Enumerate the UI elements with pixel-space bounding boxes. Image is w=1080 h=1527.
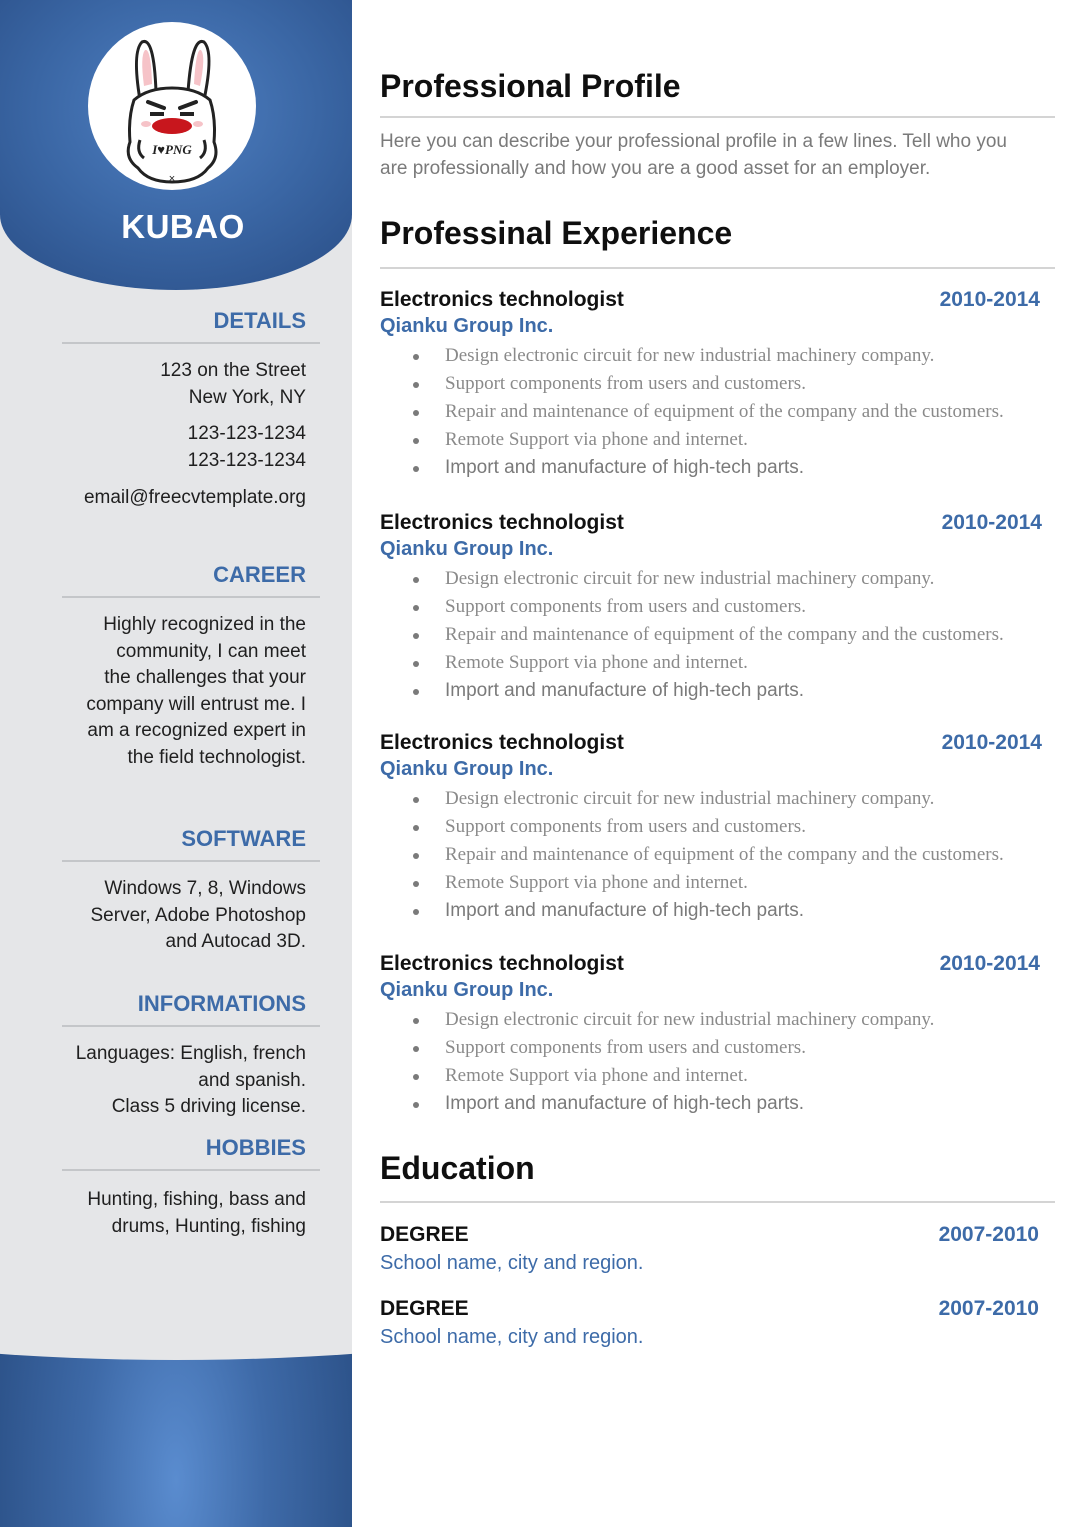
education-years: 2007-2010 — [938, 1297, 1039, 1320]
education-entry — [380, 1221, 1060, 1278]
job-bullets — [380, 785, 1060, 925]
career-divider — [62, 596, 320, 598]
hobbies-divider — [62, 1169, 320, 1171]
job-bullet: Support components from users and customers. — [380, 1034, 1060, 1062]
job-title: Electronics technologist — [380, 952, 624, 975]
hobbies-section — [62, 1135, 320, 1240]
job-bullet: Import and manufacture of high-tech parts. — [380, 1090, 1060, 1118]
person-name: KUBAO — [121, 208, 245, 245]
job-bullet: Import and manufacture of high-tech parts. — [380, 677, 1060, 705]
job-bullet: Import and manufacture of high-tech parts. — [380, 897, 1060, 925]
informations-section — [62, 991, 320, 1121]
software-line: Windows 7, 8, Windows — [104, 878, 306, 899]
software-section — [62, 826, 320, 956]
job-company: Qianku Group Inc. — [380, 758, 554, 780]
job-company: Qianku Group Inc. — [380, 979, 554, 1001]
career-line: company will entrust me. I — [86, 693, 306, 715]
sidebar — [0, 0, 352, 1527]
career-line: am a recognized expert in — [87, 720, 306, 741]
career-line: the field technologist. — [127, 746, 306, 768]
hobbies-line: Hunting, fishing, bass and — [87, 1189, 306, 1210]
job-bullet: Design electronic circuit for new industrial machinery company. — [380, 342, 1060, 370]
career-line: the challenges that your — [104, 667, 306, 688]
job-company: Qianku Group Inc. — [380, 315, 554, 337]
job-entry — [380, 286, 1060, 482]
avatar-mark-text: × — [168, 173, 176, 185]
job-title: Electronics technologist — [380, 511, 624, 534]
education-school: School name, city and region. — [380, 1252, 644, 1274]
informations-line: Languages: English, french — [75, 1043, 306, 1064]
email: email@freecvtemplate.org — [83, 487, 306, 508]
software-divider — [62, 860, 320, 862]
education-years: 2007-2010 — [938, 1223, 1039, 1246]
phone-2: 123-123-1234 — [187, 449, 306, 471]
experience-divider — [380, 267, 1055, 269]
job-company: Qianku Group Inc. — [380, 538, 554, 560]
job-bullet: Remote Support via phone and internet. — [380, 426, 1060, 454]
phone-1: 123-123-1234 — [187, 423, 306, 444]
job-bullet: Repair and maintenance of equipment of the company and the customers. — [380, 398, 1060, 426]
education-degree: DEGREE — [380, 1297, 469, 1320]
software-line: and Autocad 3D. — [165, 931, 306, 952]
details-divider — [62, 342, 320, 344]
address-line-2: New York, NY — [188, 386, 306, 408]
education-entry — [380, 1295, 1060, 1352]
software-line: Server, Adobe Photoshop — [90, 904, 306, 926]
avatar — [88, 22, 256, 190]
education-school: School name, city and region. — [380, 1326, 644, 1348]
profile-line: Here you can describe your professional profile in a few lines. Tell who you — [380, 131, 1007, 152]
profile-divider — [380, 116, 1055, 118]
job-bullet: Remote Support via phone and internet. — [380, 649, 1060, 677]
job-title: Electronics technologist — [380, 731, 624, 754]
hobbies-line: drums, Hunting, fishing — [111, 1215, 306, 1237]
job-entry — [380, 950, 1060, 1118]
informations-line: Class 5 driving license. — [111, 1096, 306, 1117]
job-bullet: Repair and maintenance of equipment of the company and the customers. — [380, 841, 1060, 869]
job-bullet: Support components from users and customers. — [380, 813, 1060, 841]
career-section — [62, 562, 320, 771]
profile-heading: Professional Profile — [380, 68, 681, 104]
job-bullet: Design electronic circuit for new industrial machinery company. — [380, 565, 1060, 593]
bunny-avatar-icon — [88, 22, 256, 190]
job-entry — [380, 729, 1060, 925]
job-bullets — [380, 342, 1060, 482]
education-degree: DEGREE — [380, 1223, 469, 1246]
job-bullet: Import and manufacture of high-tech parts. — [380, 454, 1060, 482]
informations-divider — [62, 1025, 320, 1027]
job-years: 2010-2014 — [941, 731, 1042, 754]
informations-heading: INFORMATIONS — [137, 991, 306, 1016]
profile-text — [380, 128, 1060, 182]
career-line: Highly recognized in the — [103, 614, 306, 635]
job-bullet: Design electronic circuit for new industrial machinery company. — [380, 785, 1060, 813]
job-years: 2010-2014 — [941, 511, 1042, 534]
job-title: Electronics technologist — [380, 288, 624, 311]
career-heading: CAREER — [213, 562, 306, 587]
job-bullet: Support components from users and customers. — [380, 370, 1060, 398]
address-line-1: 123 on the Street — [160, 360, 306, 381]
education-heading: Education — [380, 1150, 535, 1186]
job-bullet: Repair and maintenance of equipment of the company and the customers. — [380, 621, 1060, 649]
experience-heading: Professinal Experience — [380, 215, 733, 251]
job-bullets — [380, 565, 1060, 705]
job-bullets — [380, 1006, 1060, 1118]
software-heading: SOFTWARE — [181, 826, 306, 851]
details-section — [62, 308, 320, 512]
hobbies-heading: HOBBIES — [205, 1135, 306, 1160]
job-years: 2010-2014 — [939, 288, 1040, 311]
education-divider — [380, 1201, 1055, 1203]
job-bullet: Support components from users and customers. — [380, 593, 1060, 621]
job-bullet: Remote Support via phone and internet. — [380, 869, 1060, 897]
profile-line: are professionally and how you are a good asset for an employer. — [380, 158, 931, 179]
career-line: community, I can meet — [116, 640, 306, 662]
job-entry — [380, 509, 1060, 705]
job-bullet: Design electronic circuit for new industrial machinery company. — [380, 1006, 1060, 1034]
job-years: 2010-2014 — [939, 952, 1040, 975]
details-heading: DETAILS — [213, 308, 306, 333]
informations-line: and spanish. — [198, 1069, 306, 1091]
job-bullet: Remote Support via phone and internet. — [380, 1062, 1060, 1090]
avatar-badge-text: I♥PNG — [152, 142, 192, 157]
